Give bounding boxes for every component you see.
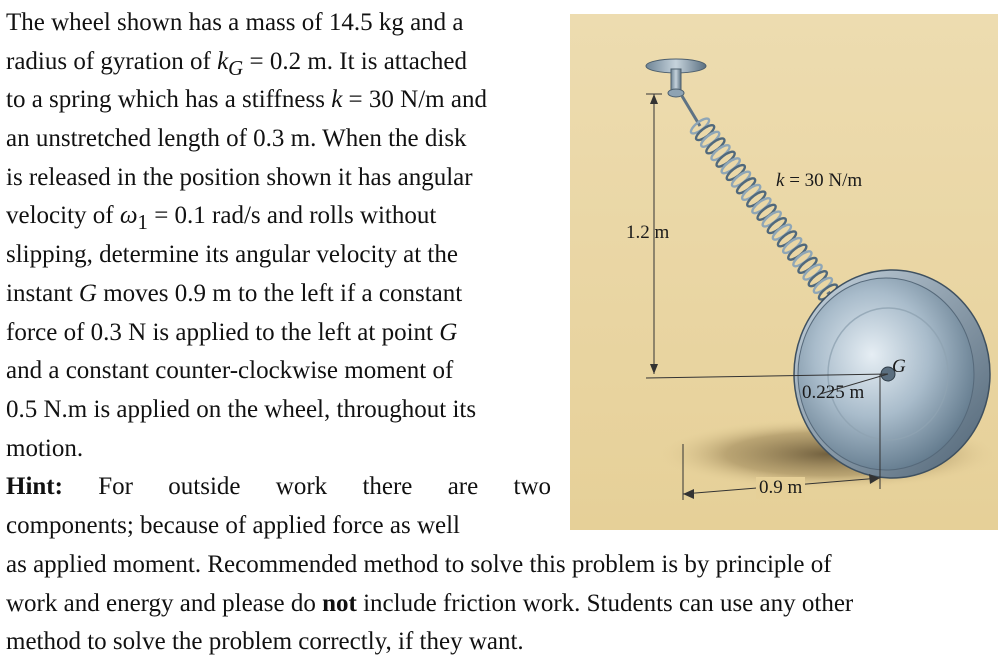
- text: as applied moment. Recommended method to solve this problem is by principle of: [6, 551, 832, 578]
- symbol-G: G: [78, 279, 97, 307]
- text: radius of gyration of: [6, 47, 218, 75]
- text: velocity of: [6, 202, 120, 230]
- problem-line-11: [6, 391, 551, 430]
- text: = 0.2 m. It is attached: [243, 47, 467, 75]
- symbol-k: k: [331, 86, 343, 114]
- problem-line-9: [6, 314, 551, 353]
- problem-line-10: [6, 352, 551, 391]
- text: moves 0.9 m to the left if a constant: [96, 279, 463, 307]
- text: components; because of applied force as well: [6, 511, 460, 539]
- wheel-spring-figure: [570, 14, 998, 530]
- text: instant: [6, 279, 79, 307]
- hint-line-2: [6, 507, 551, 546]
- horizontal-distance-label: 0.9 m: [756, 477, 805, 499]
- figure-drawing: [570, 14, 998, 530]
- problem-line-2: [6, 43, 551, 82]
- problem-line-12: [6, 430, 551, 469]
- symbol-G: G: [892, 356, 906, 377]
- text: = 30 N/m and: [342, 86, 487, 114]
- height-label: 1.2 m: [626, 222, 670, 243]
- text: include friction work. Students can use any other: [356, 589, 854, 617]
- text: and a constant counter-clockwise moment of: [6, 357, 454, 385]
- text: motion.: [6, 434, 84, 462]
- bold-not: not: [322, 589, 357, 617]
- subscript-G: G: [228, 55, 244, 80]
- text: work and energy and please do: [6, 589, 323, 617]
- problem-line-3: [6, 81, 551, 120]
- symbol-G: G: [439, 318, 458, 346]
- problem-line-4: [6, 120, 551, 159]
- problem-line-7: [6, 236, 551, 275]
- wide-line-3: [6, 623, 996, 662]
- spring-stiffness-label: [776, 170, 862, 192]
- symbol-k: k: [217, 47, 229, 75]
- problem-text: [6, 4, 551, 546]
- hint-label: Hint:: [6, 473, 63, 501]
- problem-continuation: [6, 546, 996, 662]
- wide-line-1: [6, 546, 996, 585]
- text: 0.5 N.m is applied on the wheel, throughout its: [6, 395, 477, 423]
- text: slipping, determine its angular velocity at the: [6, 241, 458, 269]
- hint-line-1: [6, 468, 551, 507]
- text: = 0.1 rad/s and rolls without: [147, 202, 437, 230]
- subscript-1: 1: [137, 210, 148, 235]
- text: = 30 N/m: [784, 170, 863, 191]
- problem-line-6: [6, 197, 551, 236]
- problem-line-8: [6, 275, 551, 314]
- text: For outside work there are two: [98, 473, 552, 501]
- wide-line-2: [6, 585, 996, 624]
- text: force of 0.3 N is applied to the left at point: [6, 318, 440, 346]
- text: method to solve the problem correctly, if they want.: [6, 628, 524, 656]
- problem-line-1: [6, 4, 551, 43]
- center-label: [892, 356, 906, 378]
- symbol-omega: ω: [119, 202, 138, 230]
- text: is released in the position shown it has angular: [6, 163, 473, 191]
- text: to a spring which has a stiffness: [6, 86, 332, 114]
- text: an unstretched length of 0.3 m. When the disk: [6, 125, 467, 153]
- symbol-k: k: [776, 170, 785, 191]
- problem-line-5: [6, 159, 551, 198]
- text: The wheel shown has a mass of 14.5 kg and a: [6, 9, 464, 36]
- radius-label: 0.225 m: [802, 382, 865, 403]
